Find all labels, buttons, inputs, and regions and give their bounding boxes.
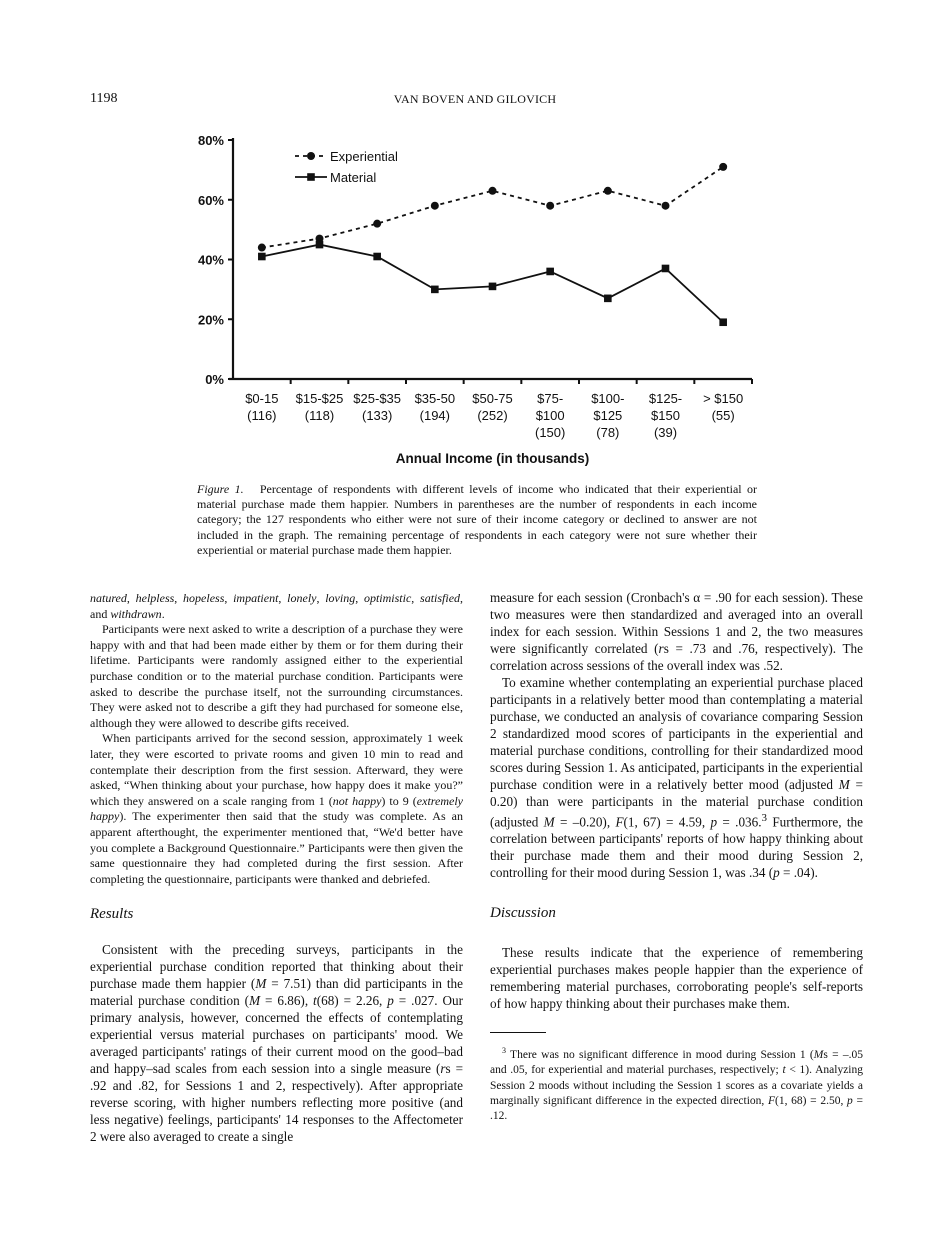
x-tick-label: (78) <box>596 425 620 440</box>
text-run: To examine whether contemplating an experiential purchase placed participants in a relatively better mood than contemplating a material purchase, we conducted an analysis of covariance comparing Session 2 standardized mood scores of participants in the experiential and material purchase conditions, controlling for their standardized mood scores during Session 1. As anticipated, participants in the experiential purchase condition were in a relatively better mood (adjusted <box>490 675 863 792</box>
data-point-material <box>662 265 670 273</box>
x-tick-label: $50-75 <box>472 391 513 406</box>
trait-word: lonely <box>287 591 317 605</box>
text-run: Consistent with the preceding surveys, participants in the experiential purchase condition reported that thinking about their purchase made them happier ( <box>90 941 463 991</box>
data-point-experiential <box>489 187 497 195</box>
data-point-experiential <box>604 187 612 195</box>
trait-word: optimistic <box>363 591 412 605</box>
x-axis-title: Annual Income (in thousands) <box>395 451 590 466</box>
y-tick-label: 40% <box>197 252 224 268</box>
text-run: = .04). <box>779 865 818 881</box>
discussion-paragraph: These results indicate that the experience of remembering experiential purchases makes people happier than the experience of remembering material purchases, corroborating people's self-reports of how happy thinking about their purchases make them. <box>490 945 863 1012</box>
data-point-experiential <box>719 163 727 171</box>
figure-caption <box>197 482 757 558</box>
text-run: Furthermore, the correlation between participants' reports of how happy thinking about their purchase made them and their mood during Session 2, controlling for their mood during Session 1, was .34 ( <box>490 814 864 881</box>
x-tick-label: (39) <box>653 425 678 440</box>
data-point-material <box>431 286 439 294</box>
footnote <box>490 1043 863 1124</box>
procedure-paragraph <box>90 731 463 887</box>
text-run: ). The experimenter then said that the study was complete. As an apparent afterthought, the experimenter mentioned that, “We'd better have you complete a Background Questionnaire.” Participants were then given the same questionnaire they had completed during the first session. After completing the questionnaire, participants were thanked and debriefed. <box>90 809 463 886</box>
stat-symbol: t <box>313 992 317 1008</box>
trait-word: loving <box>325 591 356 605</box>
stat-symbol: M <box>813 1049 824 1062</box>
data-point-material <box>316 241 324 249</box>
data-point-experiential <box>546 202 554 210</box>
x-tick-label: $100- <box>591 391 625 406</box>
separator: , <box>411 591 421 605</box>
legend-label: Experiential <box>330 149 398 164</box>
text-run: not happy <box>332 793 382 808</box>
x-tick-label: $75- <box>537 391 564 406</box>
ancova-paragraph <box>490 674 863 881</box>
trait-word: hopeless <box>183 591 225 605</box>
data-point-material <box>719 318 727 326</box>
reliability-paragraph <box>490 589 863 674</box>
text-run: = 6.86), <box>260 992 314 1008</box>
separator: , <box>355 591 364 605</box>
text-run: = 0.20) than were participants in the material purchase condition (adjusted <box>490 777 863 830</box>
text-run: = –0.20), <box>554 814 616 830</box>
x-tick-label: (55) <box>711 408 735 423</box>
x-tick-label: (133) <box>361 408 393 423</box>
data-point-material <box>546 268 554 276</box>
text-run: s = –.05 and .05, for experiential and material purchases, respectively; <box>490 1049 863 1077</box>
data-point-experiential <box>662 202 670 210</box>
text-run: extremely happy <box>90 793 463 824</box>
text-run: (1, 68) = 2.50, <box>775 1094 848 1107</box>
stat-symbol: M <box>249 992 261 1008</box>
data-point-material <box>258 253 266 261</box>
text-run: (68) = 2.26, <box>316 992 388 1008</box>
text-run: ) to 9 ( <box>381 793 417 808</box>
left-column <box>90 591 463 1145</box>
y-tick-label: 60% <box>197 192 224 208</box>
x-tick-label: $0-15 <box>245 391 279 406</box>
stat-symbol: r <box>440 1060 446 1076</box>
y-tick-label: 20% <box>197 312 224 328</box>
x-tick-label: (252) <box>477 408 508 423</box>
x-tick-label: (118) <box>304 408 335 423</box>
legend-label: Material <box>330 170 377 185</box>
data-point-material <box>489 283 497 291</box>
x-tick-label: $15-$25 <box>295 391 344 406</box>
discussion-heading: Discussion <box>490 905 556 922</box>
stat-symbol: M <box>255 975 267 991</box>
stat-symbol: p <box>387 992 394 1008</box>
x-tick-label: $35-50 <box>414 391 456 406</box>
right-column <box>490 589 863 1124</box>
data-point-experiential <box>431 202 439 210</box>
trait-word: satisfied <box>420 591 461 605</box>
separator: , and <box>90 591 464 621</box>
method-paragraph: Participants were next asked to write a description of a purchase they were happy with and that had been made either by them or for them during their lifetime. Participants were randomly assigned either to the experiential purchase condition or to the material purchase condition. Participants were asked to describe the purchase itself, not the surrounding circumstances. They were asked not to describe a gift they had purchased for someone else, although they were allowed to describe gifts received. <box>90 622 463 730</box>
text-run: < 1). Analyzing Session 2 moods without including the Session 1 scores as a covariate yields a marginally significant difference in the expected direction, <box>490 1064 863 1107</box>
caption-text: Percentage of respondents with different levels of income who indicated that their experiential or material purchase made them happier. Numbers in parentheses are the number of respondents in each income category; the 127 respondents who either were not sure of their income category or declined to answer are not included in the graph. The remaining percentage of respondents in each category were not sure whether their experiential or material purchase made them happier. <box>197 482 758 557</box>
stat-symbol: t <box>782 1064 786 1077</box>
stat-symbol: M <box>838 777 850 792</box>
x-tick-label: > $150 <box>703 391 744 406</box>
figure-1-chart <box>0 0 950 480</box>
y-tick-label: 80% <box>197 133 224 148</box>
stat-symbol: p <box>710 814 718 830</box>
stat-symbol: r <box>658 641 664 656</box>
separator: , <box>126 591 136 605</box>
separator: , <box>316 591 326 605</box>
stat-symbol: F <box>615 814 624 830</box>
trait-word: impatient <box>233 591 279 605</box>
text-run: = 7.51) than did participants in the material purchase condition ( <box>90 975 463 1008</box>
stat-symbol: F <box>767 1094 776 1107</box>
trait-word: helpless <box>135 591 175 605</box>
data-point-material <box>604 295 612 303</box>
text-run: There was no significant difference in mood during Session 1 ( <box>506 1049 814 1062</box>
trait-word: withdrawn <box>110 606 162 621</box>
continuation-paragraph <box>90 591 463 622</box>
data-point-experiential <box>373 220 381 228</box>
footnote-marker: 3 <box>761 812 768 824</box>
caption-label: Figure 1. <box>197 482 244 496</box>
footnote-rule <box>490 1032 546 1033</box>
separator: , <box>224 591 234 605</box>
x-tick-label: $125 <box>593 408 623 423</box>
page-number: 1198 <box>90 91 118 106</box>
separator: , <box>278 591 288 605</box>
legend-marker <box>307 173 315 181</box>
text-run: s = .73 and .76, respectively). The correlation across sessions of the overall index was .52. <box>490 641 863 673</box>
text-run: = .12. <box>490 1094 863 1123</box>
data-point-experiential <box>258 244 266 252</box>
x-tick-label: (150) <box>534 425 566 440</box>
text-run: = .027. Our primary analysis, however, concerned the effects of contemplating experiential versus material purchases on participants' mood. We averaged participants' ratings of their current mood on the good–bad and happy–sad scales from each session into a single measure ( <box>90 992 463 1076</box>
text-run: (1, 67) = 4.59, <box>623 814 711 830</box>
footnote-number: 3 <box>502 1046 506 1056</box>
trait-word: natured <box>90 591 127 605</box>
x-tick-label: $100 <box>535 408 565 423</box>
running-head: VAN BOVEN AND GILOVICH <box>393 92 557 106</box>
stat-symbol: p <box>773 865 780 881</box>
separator: , <box>174 591 184 605</box>
data-point-material <box>373 253 381 261</box>
x-tick-label: $150 <box>651 408 680 423</box>
stat-symbol: p <box>847 1094 853 1107</box>
separator: . <box>161 606 165 621</box>
text-run: s = .92 and .82, for Sessions 1 and 2, respectively). After appropriate reverse scoring, with higher numbers reflecting more positive (and less negative) feelings, participants' 14 responses to the Affectometer 2 were also averaged to create a single <box>90 1060 464 1144</box>
text-run: = .036. <box>717 814 762 830</box>
results-heading: Results <box>90 906 134 923</box>
x-tick-label: $125- <box>648 391 683 406</box>
results-paragraph <box>90 941 463 1145</box>
text-run: measure for each session (Cronbach's α = .90 for each session). These two measures were then standardized and averaged into an overall index for each session. Within Sessions 1 and 2, the two measures were significantly correlated ( <box>490 590 863 656</box>
text-run: When participants arrived for the second session, approximately 1 week later, they were escorted to private rooms and given 10 min to read and contemplate their description from the first session. Afterward, they were asked, “When thinking about your purchase, how happy does it make you?” which they answered on a scale ranging from 1 ( <box>90 731 463 808</box>
x-tick-label: $25-$35 <box>353 391 402 406</box>
x-tick-label: (116) <box>247 408 277 423</box>
legend-marker <box>307 152 315 160</box>
stat-symbol: M <box>543 814 555 830</box>
x-tick-label: (194) <box>419 408 451 423</box>
y-tick-label: 0% <box>205 372 224 387</box>
